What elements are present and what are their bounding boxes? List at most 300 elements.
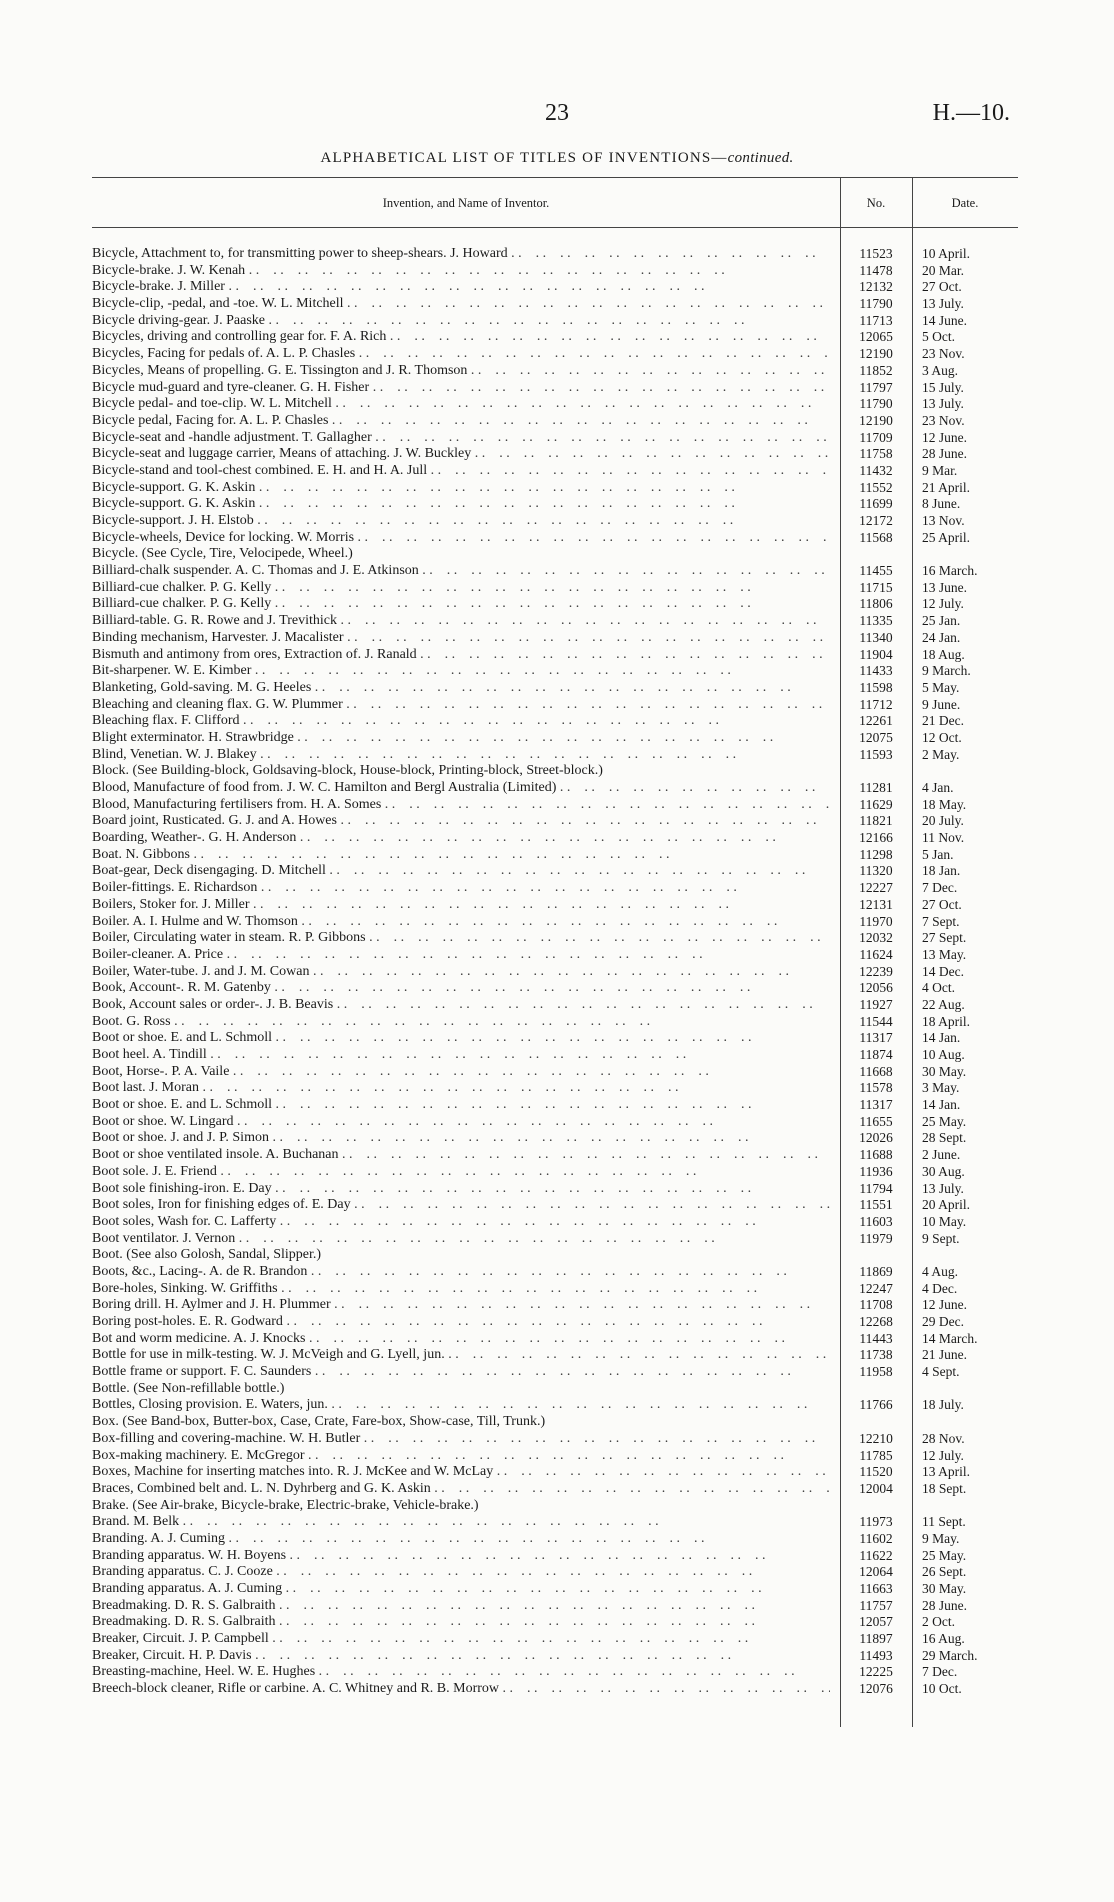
invention-title: Book, Account-. R. M. Gatenby . . (92, 980, 830, 997)
filing-date: 13 July. (922, 296, 964, 312)
invention-title: Bicycle pedal- and toe-clip. W. L. Mitchell . . (92, 396, 830, 413)
table-row (0, 914, 1114, 931)
table-row (0, 847, 1114, 864)
patent-number: 11709 (859, 429, 893, 445)
invention-title: Binding mechanism, Harvester. J. Macalister . . (92, 630, 830, 647)
filing-date: 23 Nov. (922, 346, 965, 362)
invention-title: Boot or shoe. E. and L. Schmoll . . (92, 1097, 830, 1114)
filing-date: 16 March. (922, 563, 978, 579)
table-row (0, 1431, 1114, 1448)
invention-title: Breadmaking. D. R. S. Galbraith . . (92, 1598, 830, 1615)
filing-date: 21 April. (922, 479, 971, 495)
table-row (0, 496, 1114, 513)
patent-number: 11629 (859, 796, 893, 812)
cross-reference-row (0, 1414, 1114, 1431)
patent-number: 11712 (859, 696, 893, 712)
invention-title: Book, Account sales or order-. J. B. Beavis . . (92, 997, 830, 1014)
filing-date: 14 Jan. (922, 1097, 961, 1113)
table-row (0, 430, 1114, 447)
patent-number: 11624 (859, 946, 893, 962)
filing-date: 12 June. (922, 429, 967, 445)
filing-date: 15 July. (922, 379, 964, 395)
table-row (0, 1581, 1114, 1598)
invention-title: Boat-gear, Deck disengaging. D. Mitchell . . (92, 863, 830, 880)
invention-title: Boiler, Circulating water in steam. R. P. Gibbons . . (92, 930, 830, 947)
filing-date: 9 March. (922, 663, 971, 679)
filing-date: 30 May. (922, 1063, 967, 1079)
table-row (0, 1130, 1114, 1147)
patent-number: 11551 (859, 1197, 893, 1213)
filing-date: 18 July. (922, 1397, 964, 1413)
table-row (0, 1114, 1114, 1131)
table-row (0, 1030, 1114, 1047)
filing-date: 14 June. (922, 312, 967, 328)
patent-number: 12227 (859, 880, 893, 896)
invention-title: Brake. (See Air-brake, Bicycle-brake, Electric-brake, Vehicle-brake.) (92, 1497, 479, 1513)
patent-number: 11715 (859, 579, 893, 595)
invention-title: Billiard-chalk suspender. A. C. Thomas and J. E. Atkinson . . (92, 563, 830, 580)
patent-number: 12065 (859, 329, 893, 345)
invention-title: Bicycle-wheels, Device for locking. W. Morris . . (92, 530, 830, 547)
table-row (0, 1197, 1114, 1214)
invention-title: Breadmaking. D. R. S. Galbraith . . (92, 1614, 830, 1631)
patent-number: 12076 (859, 1681, 893, 1697)
table-top-rule (92, 177, 1018, 178)
filing-date: 7 Dec. (922, 880, 958, 896)
invention-title: Breaker, Circuit. H. P. Davis . . (92, 1648, 830, 1665)
table-row (0, 1464, 1114, 1481)
table-row (0, 1397, 1114, 1414)
invention-title: Boarding, Weather-. G. H. Anderson . . (92, 830, 830, 847)
patent-number: 12239 (859, 963, 893, 979)
table-row (0, 830, 1114, 847)
filing-date: 25 Jan. (922, 613, 961, 629)
patent-number: 11281 (859, 780, 893, 795)
invention-title: Bleaching flax. F. Clifford . . (92, 713, 830, 730)
invention-title: Bicycle-support. G. K. Askin . . (92, 496, 830, 513)
patent-number: 12075 (859, 729, 893, 745)
table-row (0, 964, 1114, 981)
invention-title: Boot or shoe. W. Lingard . . (92, 1114, 830, 1131)
invention-title: Boot last. J. Moran . . (92, 1080, 830, 1097)
patent-number: 11766 (859, 1397, 893, 1413)
invention-title: Boot sole. J. E. Friend . . (92, 1164, 830, 1181)
patent-number: 11970 (859, 913, 893, 929)
filing-date: 7 Sept. (922, 913, 960, 929)
invention-title: Boot. G. Ross . . (92, 1014, 830, 1031)
table-row (0, 1297, 1114, 1314)
invention-title: Breech-block cleaner, Rifle or carbine. A. C. Whitney and R. B. Morrow . . (92, 1681, 830, 1698)
filing-date: 25 May. (922, 1547, 967, 1563)
patent-number: 11708 (859, 1297, 893, 1313)
filing-date: 9 May. (922, 1530, 960, 1546)
patent-number: 11790 (859, 396, 893, 412)
patent-number: 11936 (859, 1163, 893, 1179)
invention-title: Branding apparatus. C. J. Cooze . . (92, 1564, 830, 1581)
filing-date: 13 May. (922, 946, 967, 962)
table-row (0, 1147, 1114, 1164)
table-row (0, 363, 1114, 380)
table-row (0, 380, 1114, 397)
invention-title: Bicycle driving-gear. J. Paaske . . (92, 313, 830, 330)
table-row (0, 480, 1114, 497)
patent-number: 11622 (859, 1547, 893, 1563)
invention-title: Boot, Horse-. P. A. Vaile . . (92, 1064, 830, 1081)
filing-date: 14 March. (922, 1330, 978, 1346)
table-row (0, 1681, 1114, 1698)
filing-date: 22 Aug. (922, 996, 965, 1012)
patent-number: 11979 (859, 1230, 893, 1246)
invention-title: Box-filling and covering-machine. W. H. Butler . . (92, 1431, 830, 1448)
invention-title: Branding apparatus. A. J. Cuming . . (92, 1581, 830, 1598)
table-row (0, 980, 1114, 997)
invention-title: Bicycle-seat and luggage carrier, Means of attaching. J. W. Buckley . . (92, 446, 830, 463)
table-row (0, 1481, 1114, 1498)
patent-number: 12166 (859, 830, 893, 846)
table-row (0, 947, 1114, 964)
invention-title: Bicycles, driving and controlling gear for. F. A. Rich . . (92, 329, 830, 346)
patent-number: 11568 (859, 529, 893, 545)
invention-title: Billiard-table. G. R. Rowe and J. Trevithick . . (92, 613, 830, 630)
patent-number: 11317 (859, 1097, 893, 1113)
table-row (0, 263, 1114, 280)
filing-date: 13 July. (922, 396, 964, 412)
filing-date: 29 Dec. (922, 1314, 964, 1329)
table-row (0, 313, 1114, 330)
invention-title: Boat. N. Gibbons . . (92, 847, 830, 864)
invention-title: Bicycle. (See Cycle, Tire, Velocipede, Wheel.) (92, 546, 353, 562)
invention-title: Boxes, Machine for inserting matches into. R. J. McKee and W. McLay . . (92, 1464, 830, 1481)
invention-title: Boot or shoe. J. and J. P. Simon . . (92, 1130, 830, 1147)
invention-title: Billiard-cue chalker. P. G. Kelly . . (92, 580, 830, 597)
filing-date: 28 June. (922, 446, 967, 462)
filing-date: 18 Aug. (922, 646, 965, 662)
table-row (0, 930, 1114, 947)
filing-date: 28 June. (922, 1597, 967, 1613)
filing-date: 5 Jan. (922, 846, 954, 862)
filing-date: 20 Mar. (922, 262, 964, 278)
filing-date: 2 June. (922, 1147, 961, 1163)
filing-date: 20 April. (922, 1197, 971, 1213)
patent-number: 11578 (859, 1080, 893, 1096)
table-row (0, 680, 1114, 697)
invention-title: Bicycle pedal, Facing for. A. L. P. Chasles . . (92, 413, 830, 430)
invention-title: Bottle. (See Non-refillable bottle.) (92, 1380, 285, 1396)
table-row (0, 1281, 1114, 1298)
filing-date: 4 Dec. (922, 1280, 958, 1296)
table-row (0, 1564, 1114, 1581)
filing-date: 16 Aug. (922, 1631, 965, 1647)
patent-number: 12026 (859, 1130, 893, 1146)
table-row (0, 1448, 1114, 1465)
inventions-table (0, 246, 1114, 1698)
cross-reference-row (0, 1381, 1114, 1398)
filing-date: 29 March. (922, 1647, 978, 1663)
invention-title: Breasting-machine, Heel. W. E. Hughes . . (92, 1664, 830, 1681)
cross-reference-row (0, 546, 1114, 563)
filing-date: 10 Oct. (922, 1681, 962, 1697)
table-row (0, 1631, 1114, 1648)
table-row (0, 246, 1114, 263)
filing-date: 4 Oct. (922, 980, 955, 996)
table-row (0, 747, 1114, 764)
patent-number: 11455 (859, 563, 893, 579)
patent-number: 12268 (859, 1314, 893, 1329)
patent-number: 12190 (859, 412, 893, 428)
patent-number: 11794 (859, 1180, 893, 1196)
filing-date: 13 April. (922, 1464, 971, 1480)
filing-date: 13 Nov. (922, 513, 965, 528)
invention-title: Bicycle-seat and -handle adjustment. T. Gallagher . . (92, 430, 830, 447)
patent-number: 11493 (859, 1647, 893, 1663)
patent-number: 11758 (859, 446, 893, 462)
invention-title: Brand. M. Belk . . (92, 1514, 830, 1531)
table-row (0, 396, 1114, 413)
patent-number: 11668 (859, 1063, 893, 1079)
table-row (0, 863, 1114, 880)
table-row (0, 897, 1114, 914)
patent-number: 11869 (859, 1263, 893, 1279)
filing-date: 18 Sept. (922, 1480, 967, 1496)
patent-number: 12261 (859, 713, 893, 729)
invention-title: Blight exterminator. H. Strawbridge . . (92, 730, 830, 747)
table-row (0, 613, 1114, 630)
table-row (0, 1097, 1114, 1114)
patent-number: 11544 (859, 1013, 893, 1029)
patent-number: 11317 (859, 1030, 893, 1046)
table-header-rule (92, 227, 1018, 228)
filing-date: 23 Nov. (922, 412, 965, 428)
filing-date: 5 May. (922, 679, 960, 695)
table-row (0, 1614, 1114, 1631)
table-row (0, 446, 1114, 463)
filing-date: 27 Oct. (922, 896, 962, 912)
patent-number: 12056 (859, 980, 893, 996)
invention-title: Boot ventilator. J. Vernon . . (92, 1231, 830, 1248)
filing-date: 10 May. (922, 1213, 967, 1229)
invention-title: Breaker, Circuit. J. P. Campbell . . (92, 1631, 830, 1648)
table-row (0, 1331, 1114, 1348)
invention-title: Bismuth and antimony from ores, Extraction of. J. Ranald . . (92, 647, 830, 664)
invention-title: Bottles, Closing provision. E. Waters, jun. . . (92, 1397, 830, 1414)
patent-number: 11806 (859, 596, 893, 612)
invention-title: Bicycle-support. J. H. Elstob . . (92, 513, 830, 530)
column-header-date: Date. (951, 196, 979, 210)
table-row (0, 1664, 1114, 1681)
table-row (0, 513, 1114, 530)
filing-date: 18 April. (922, 1013, 971, 1029)
filing-date: 27 Oct. (922, 279, 962, 295)
column-header-invention: Invention, and Name of Inventor. (382, 196, 550, 210)
patent-number: 11738 (859, 1347, 893, 1363)
table-row (0, 463, 1114, 480)
table-row (0, 1364, 1114, 1381)
table-row (0, 630, 1114, 647)
patent-number: 11603 (859, 1213, 893, 1229)
filing-date: 24 Jan. (922, 629, 961, 645)
invention-title: Branding apparatus. W. H. Boyens . . (92, 1548, 830, 1565)
patent-number: 11927 (859, 996, 893, 1012)
invention-title: Bicycle-support. G. K. Askin . . (92, 480, 830, 497)
filing-date: 3 Aug. (922, 362, 959, 378)
patent-number: 12004 (859, 1480, 893, 1496)
invention-title: Blanketing, Gold-saving. M. G. Heeles . . (92, 680, 830, 697)
patent-number: 11790 (859, 296, 893, 312)
table-row (0, 1648, 1114, 1665)
patent-number: 11852 (859, 362, 893, 378)
invention-title: Bottle frame or support. F. C. Saunders . . (92, 1364, 830, 1381)
column-header-no: No. (866, 196, 886, 210)
invention-title: Bicycle, Attachment to, for transmitting power to sheep-shears. J. Howard . . (92, 246, 830, 263)
invention-title: Bicycles, Means of propelling. G. E. Tissington and J. R. Thomson . . (92, 363, 830, 380)
patent-number: 12064 (859, 1564, 893, 1580)
patent-number: 12190 (859, 346, 893, 362)
invention-title: Bore-holes, Sinking. W. Griffiths . . (92, 1281, 830, 1298)
invention-title: Blind, Venetian. W. J. Blakey . . (92, 747, 830, 764)
invention-title: Braces, Combined belt and. L. N. Dyhrberg and G. K. Askin . . (92, 1481, 830, 1498)
patent-number: 11443 (859, 1330, 893, 1346)
invention-title: Branding. A. J. Cuming . . (92, 1531, 830, 1548)
filing-date: 26 Sept. (922, 1564, 967, 1580)
table-row (0, 413, 1114, 430)
invention-title: Blood, Manufacturing fertilisers from. H. A. Somes . . (92, 797, 830, 814)
patent-number: 11713 (859, 312, 893, 328)
patent-number: 11602 (859, 1530, 893, 1546)
filing-date: 9 Mar. (922, 462, 958, 478)
invention-title: Boiler-fittings. E. Richardson . . (92, 880, 830, 897)
filing-date: 9 June. (922, 696, 961, 712)
patent-number: 12172 (859, 513, 893, 528)
filing-date: 3 May. (922, 1080, 960, 1096)
patent-number: 12131 (859, 896, 893, 912)
patent-number: 11904 (859, 646, 893, 662)
document-code: H.—10. (932, 100, 1010, 126)
table-row (0, 797, 1114, 814)
table-row (0, 1214, 1114, 1231)
filing-date: 14 Jan. (922, 1030, 961, 1046)
invention-title: Boot or shoe ventilated insole. A. Buchanan . . (92, 1147, 830, 1164)
table-row (0, 1531, 1114, 1548)
filing-date: 10 Aug. (922, 1047, 965, 1062)
table-row (0, 1264, 1114, 1281)
invention-title: Box-making machinery. E. McGregor . . (92, 1448, 830, 1465)
list-title-continued: continued. (727, 150, 794, 166)
invention-title: Bicycles, Facing for pedals of. A. L. P. Chasles . . (92, 346, 830, 363)
invention-title: Boiler. A. I. Hulme and W. Thomson . . (92, 914, 830, 931)
filing-date: 12 July. (922, 1447, 964, 1463)
patent-number: 11523 (859, 246, 893, 261)
patent-number: 11797 (859, 379, 893, 395)
table-row (0, 1014, 1114, 1031)
patent-number: 11757 (859, 1597, 893, 1613)
filing-date: 4 Jan. (922, 780, 954, 795)
patent-number: 12132 (859, 279, 893, 295)
invention-title: Block. (See Building-block, Goldsaving-block, House-block, Printing-block, Street-block.) (92, 763, 603, 779)
invention-title: Bit-sharpener. W. E. Kimber . . (92, 663, 830, 680)
table-row (0, 563, 1114, 580)
filing-date: 13 July. (922, 1180, 964, 1196)
patent-number: 11688 (859, 1147, 893, 1163)
invention-title: Bot and worm medicine. A. J. Knocks . . (92, 1331, 830, 1348)
table-row (0, 1231, 1114, 1248)
filing-date: 12 June. (922, 1297, 967, 1313)
filing-date: 28 Sept. (922, 1130, 967, 1146)
patent-number: 11785 (859, 1447, 893, 1463)
filing-date: 11 Sept. (922, 1514, 966, 1530)
invention-title: Boring post-holes. E. R. Godward . . (92, 1314, 830, 1331)
invention-title: Bicycle-brake. J. Miller . . (92, 279, 830, 296)
table-row (0, 596, 1114, 613)
invention-title: Boot soles, Wash for. C. Lafferty . . (92, 1214, 830, 1231)
filing-date: 2 May. (922, 746, 960, 762)
filing-date: 25 April. (922, 529, 971, 545)
patent-number: 11478 (859, 262, 893, 278)
table-row (0, 997, 1114, 1014)
filing-date: 13 June. (922, 579, 967, 595)
invention-title: Boiler, Water-tube. J. and J. M. Cowan . . (92, 964, 830, 981)
patent-number: 11663 (859, 1581, 893, 1596)
table-row (0, 296, 1114, 313)
invention-title: Bicycle-clip, -pedal, and -toe. W. L. Mitchell . . (92, 296, 830, 313)
table-row (0, 730, 1114, 747)
patent-number: 12247 (859, 1280, 893, 1296)
cross-reference-row (0, 1498, 1114, 1515)
list-title (0, 150, 1114, 167)
filing-date: 12 July. (922, 596, 964, 612)
filing-date: 18 Jan. (922, 863, 961, 879)
patent-number: 11320 (859, 863, 893, 879)
filing-date: 20 July. (922, 813, 964, 829)
patent-number: 11520 (859, 1464, 893, 1480)
filing-date: 21 Dec. (922, 713, 964, 729)
invention-title: Blood, Manufacture of food from. J. W. C. Hamilton and Bergl Australia (Limited) . . (92, 780, 830, 797)
filing-date: 11 Nov. (922, 830, 965, 846)
invention-title: Boots, &c., Lacing-. A. de R. Brandon . . (92, 1264, 830, 1281)
invention-title: Boot. (See also Golosh, Sandal, Slipper.) (92, 1247, 322, 1263)
table-row (0, 580, 1114, 597)
invention-title: Boot or shoe. E. and L. Schmoll . . (92, 1030, 830, 1047)
patent-number: 11958 (859, 1364, 893, 1380)
patent-number: 11433 (859, 663, 893, 679)
patent-number: 11973 (859, 1514, 893, 1530)
filing-date: 21 June. (922, 1347, 967, 1363)
page-number: 23 (545, 100, 569, 126)
table-row (0, 1047, 1114, 1064)
patent-number: 12032 (859, 930, 893, 946)
filing-date: 2 Oct. (922, 1614, 955, 1630)
table-row (0, 1064, 1114, 1081)
table-row (0, 346, 1114, 363)
invention-title: Box. (See Band-box, Butter-box, Case, Crate, Fare-box, Show-case, Till, Trunk.) (92, 1414, 546, 1430)
filing-date: 8 June. (922, 496, 961, 512)
patent-number: 11874 (859, 1047, 893, 1062)
filing-date: 28 Nov. (922, 1430, 965, 1446)
cross-reference-row (0, 763, 1114, 780)
table-row (0, 780, 1114, 797)
patent-number: 11593 (859, 746, 893, 762)
filing-date: 30 Aug. (922, 1163, 965, 1179)
filing-date: 7 Dec. (922, 1664, 958, 1680)
invention-title: Boiler-cleaner. A. Price . . (92, 947, 830, 964)
filing-date: 9 Sept. (922, 1230, 960, 1246)
invention-title: Boot sole finishing-iron. E. Day . . (92, 1181, 830, 1198)
filing-date: 14 Dec. (922, 963, 964, 979)
filing-date: 4 Sept. (922, 1364, 960, 1380)
patent-number: 11432 (859, 462, 893, 478)
patent-number: 12225 (859, 1664, 893, 1680)
filing-date: 18 May. (922, 796, 967, 812)
patent-number: 11598 (859, 679, 893, 695)
